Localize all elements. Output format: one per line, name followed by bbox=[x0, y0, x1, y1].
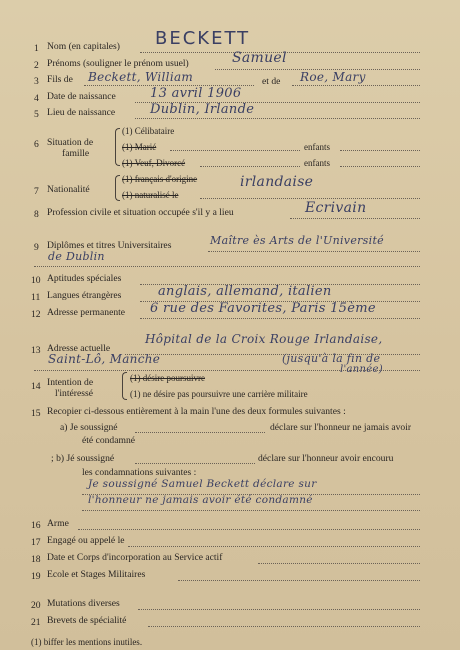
first-names-label: Prénoms (souligner le prénom usuel) bbox=[47, 58, 189, 69]
field-number: 20 bbox=[31, 600, 41, 611]
birth-place-line bbox=[135, 118, 420, 119]
current-address-value-4: l'année) bbox=[340, 364, 383, 375]
option-french: (1) français d'origine bbox=[122, 174, 198, 184]
field-number: 9 bbox=[34, 242, 39, 253]
married-line bbox=[170, 150, 300, 151]
children-label: enfants bbox=[304, 158, 330, 168]
widowed-line bbox=[200, 166, 300, 167]
option-no-pursue: (1) ne désire pas poursuivre une carrière militaire bbox=[130, 389, 308, 399]
incorporation-label: Date et Corps d'incorporation au Service actif bbox=[47, 552, 223, 563]
option-married: (1) Marié bbox=[122, 142, 157, 152]
field-number: 21 bbox=[31, 617, 41, 628]
field-number: 1 bbox=[34, 43, 39, 54]
field-number: 17 bbox=[31, 537, 41, 548]
transfers-line bbox=[138, 609, 420, 610]
specialty-certificates-line bbox=[148, 626, 420, 627]
footnote: (1) biffer les mentions inutiles. bbox=[31, 637, 143, 647]
field-number: 4 bbox=[34, 93, 39, 104]
formula-b-text-2: les condamnations suivantes : bbox=[82, 467, 197, 478]
field-number: 15 bbox=[31, 408, 41, 419]
birth-date-label: Date de naissance bbox=[47, 91, 116, 102]
birth-place-label: Lieu de naissance bbox=[47, 107, 116, 118]
current-address-value-2: Saint-Lô, Manche bbox=[48, 352, 161, 366]
option-naturalized: (1) naturalisé le bbox=[122, 190, 179, 200]
diplomas-line-2 bbox=[34, 266, 420, 267]
first-names-value: Samuel bbox=[232, 50, 287, 66]
handwriting-line-2 bbox=[82, 510, 420, 511]
permanent-address-value: 6 rue des Favorites, Paris 15ème bbox=[150, 301, 376, 316]
formula-b-text: déclare sur l'honneur avoir encouru bbox=[258, 453, 394, 464]
field-number: 16 bbox=[31, 520, 41, 531]
surname-label: Nom (en capitales) bbox=[47, 41, 120, 52]
handwritten-declaration-1: Je soussigné Samuel Beckett déclare sur bbox=[88, 478, 317, 490]
current-address-value-3: (jusqu'à la fin de bbox=[282, 352, 381, 365]
nationality-value: irlandaise bbox=[240, 174, 314, 190]
option-wish-pursue: (1) désire poursuivre bbox=[130, 373, 205, 383]
option-single: (1) Célibataire bbox=[122, 126, 175, 136]
nationality-line bbox=[200, 198, 420, 199]
military-school-label: Ecole et Stages Militaires bbox=[47, 569, 146, 580]
permanent-address-label: Adresse permanente bbox=[47, 307, 126, 318]
field-number: 19 bbox=[31, 571, 41, 582]
field-number: 11 bbox=[31, 292, 41, 303]
diplomas-line bbox=[208, 251, 420, 252]
profession-line bbox=[290, 218, 420, 219]
mother-line bbox=[292, 85, 420, 86]
formula-a-text: déclare sur l'honneur ne jamais avoir bbox=[270, 422, 412, 433]
transfers-label: Mutations diverses bbox=[47, 598, 120, 609]
profession-value: Ecrivain bbox=[305, 200, 367, 216]
brace bbox=[115, 175, 120, 201]
children-line bbox=[340, 150, 420, 151]
diplomas-label: Diplômes et titres Universitaires bbox=[47, 240, 172, 251]
field-number: 12 bbox=[31, 309, 41, 320]
brace bbox=[122, 372, 127, 400]
children-label: enfants bbox=[304, 142, 330, 152]
special-aptitudes-label: Aptitudes spéciales bbox=[47, 273, 122, 284]
current-address-value-1: Hôpital de la Croix Rouge Irlandaise, bbox=[145, 332, 383, 346]
formula-a-text-2: été condamné bbox=[82, 435, 136, 446]
and-of-label: et de bbox=[262, 76, 281, 87]
brace bbox=[115, 128, 120, 166]
languages-value: anglais, allemand, italien bbox=[158, 284, 332, 299]
intention-label: Intention de bbox=[47, 377, 94, 388]
surname-value: BECKETT bbox=[155, 28, 251, 49]
field-number: 10 bbox=[31, 275, 41, 286]
enlisted-label: Engagé ou appelé le bbox=[47, 535, 125, 546]
profession-label: Profession civile et situation occupée s'il y a lieu bbox=[47, 207, 234, 218]
father-value: Beckett, William bbox=[88, 70, 194, 84]
arm-label: Arme bbox=[47, 518, 69, 529]
incorporation-line bbox=[258, 563, 420, 564]
diplomas-value-2: de Dublin bbox=[48, 250, 105, 263]
military-school-line bbox=[178, 580, 420, 581]
field-number: 14 bbox=[31, 381, 41, 392]
formula-a-prefix: a) Je soussigné bbox=[60, 422, 118, 433]
field-number: 18 bbox=[31, 554, 41, 565]
arm-line bbox=[78, 529, 420, 530]
formula-b-line bbox=[135, 463, 255, 464]
formula-instruction: Recopier ci-dessous entièrement à la main l'une des deux formules suivantes : bbox=[47, 406, 346, 417]
languages-label: Langues étrangères bbox=[47, 290, 122, 301]
field-number: 6 bbox=[34, 139, 39, 150]
permanent-address-line bbox=[140, 318, 420, 319]
specialty-certificates-label: Brevets de spécialité bbox=[47, 615, 127, 626]
children-line bbox=[340, 166, 420, 167]
birth-place-value: Dublin, Irlande bbox=[150, 102, 255, 117]
formula-a-line bbox=[135, 432, 265, 433]
field-number: 7 bbox=[34, 186, 39, 197]
diplomas-value-1: Maître ès Arts de l'Université bbox=[210, 234, 384, 247]
enlisted-line bbox=[128, 546, 420, 547]
handwritten-declaration-2: l'honneur ne jamais avoir été condamné bbox=[88, 494, 313, 506]
field-number: 2 bbox=[34, 60, 39, 71]
current-address-label: Adresse actuelle bbox=[47, 343, 111, 354]
field-number: 8 bbox=[34, 209, 39, 220]
birth-date-value: 13 avril 1906 bbox=[150, 86, 242, 101]
parents-label: Fils de bbox=[47, 74, 73, 85]
mother-value: Roe, Mary bbox=[300, 70, 366, 84]
nationality-label: Nationalité bbox=[47, 184, 90, 195]
option-widowed: (1) Veuf, Divorcé bbox=[122, 158, 186, 168]
field-number: 5 bbox=[34, 109, 39, 120]
intention-label-2: l'intéressé bbox=[55, 388, 93, 399]
family-status-label-2: famille bbox=[62, 148, 90, 159]
family-status-label: Situation de bbox=[47, 137, 94, 148]
field-number: 13 bbox=[31, 345, 41, 356]
formula-b-prefix: ; b) Jé soussigné bbox=[51, 453, 115, 464]
field-number: 3 bbox=[34, 76, 39, 87]
